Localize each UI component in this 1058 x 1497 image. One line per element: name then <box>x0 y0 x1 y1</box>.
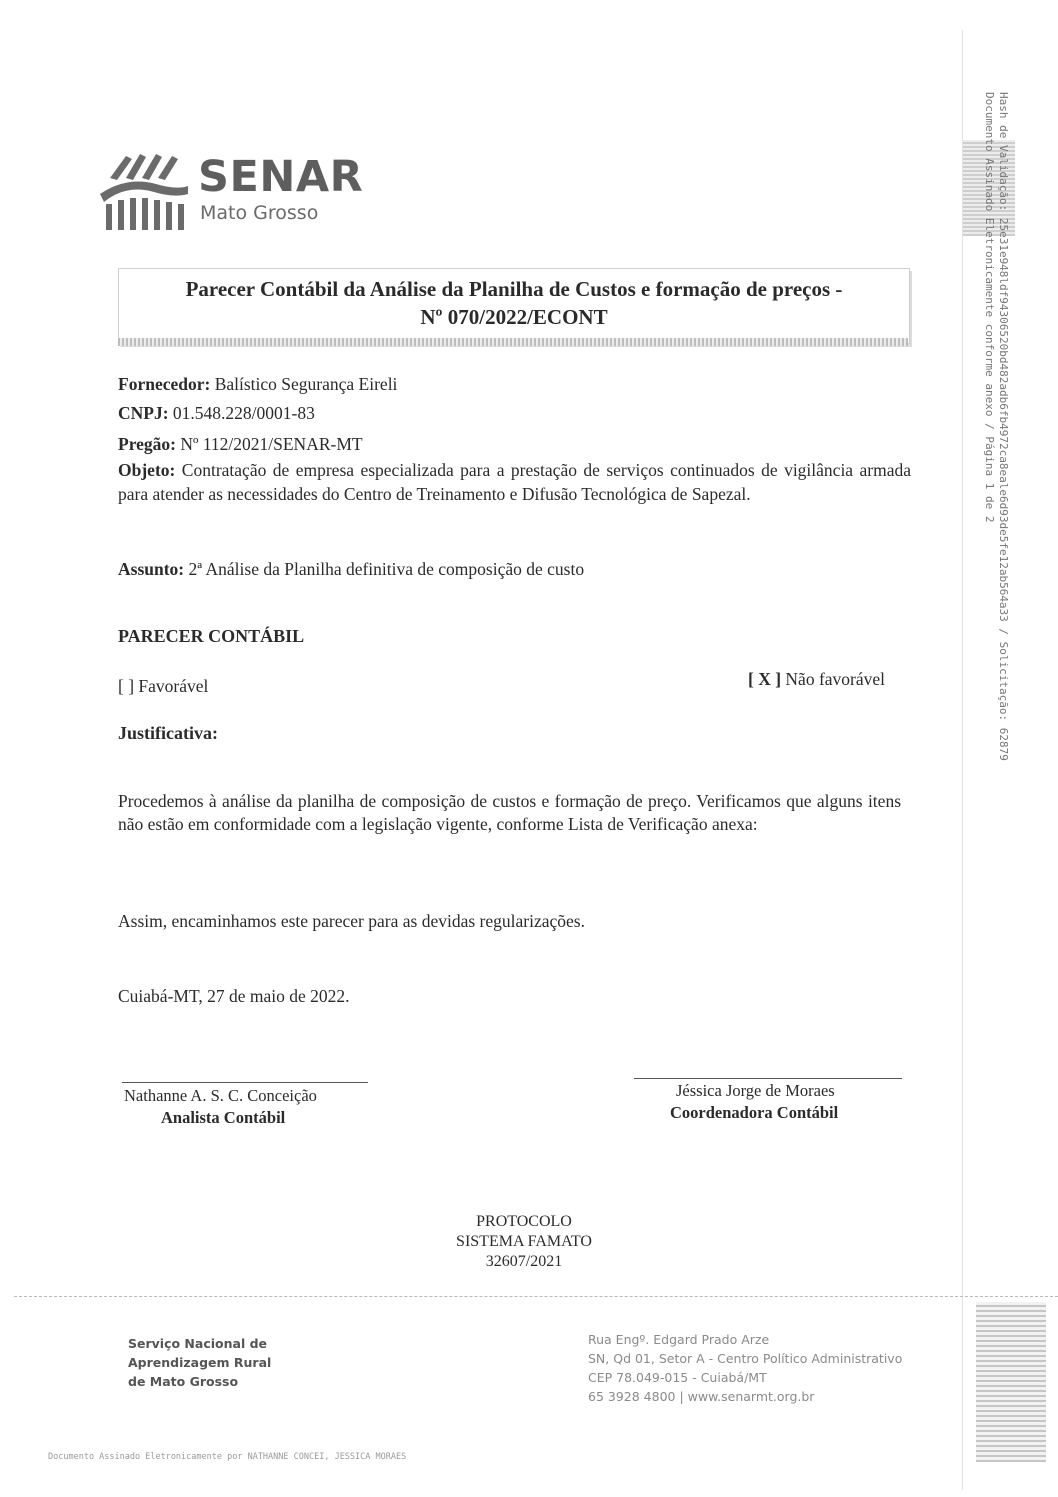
bottom-signature-stamp: Documento Assinado Eletronicamente por NATHANNE CONCEI, JESSICA MORAES <box>48 1452 407 1462</box>
option-nao-favoravel-mark: [ X ] <box>748 669 782 689</box>
footer-address <box>588 1330 938 1406</box>
logo-name: SENAR <box>198 152 364 202</box>
signature-line-right <box>634 1078 902 1079</box>
justificativa-label: Justificativa: <box>118 723 218 743</box>
pregao-field <box>118 432 363 456</box>
fornecedor-label: Fornecedor: <box>118 374 211 394</box>
scan-edge <box>962 30 963 1490</box>
protocol-line-3: 32607/2021 <box>485 1253 563 1270</box>
org-line: de Mato Grosso <box>128 1374 239 1389</box>
address-line: SN, Qd 01, Setor A - Centro Político Administrativo <box>588 1351 903 1366</box>
fornecedor-field <box>118 372 397 396</box>
signature-role-right: Coordenadora Contábil <box>670 1103 839 1122</box>
address-line: 65 3928 4800 | www.senarmt.org.br <box>588 1389 815 1404</box>
side-stamp-signed: Documento Assinado Eletronicamente conforme anexo / Página 1 de 2 <box>983 92 996 523</box>
org-line: Serviço Nacional de <box>128 1336 268 1351</box>
objeto-value: Contratação de empresa especializada para a prestação de serviços continuados de vigilância armada para atender as necessidades do Centro de Treinamento e Difusão Tecnológica de Sapezal. <box>118 460 911 504</box>
logo-subtitle: Mato Grosso <box>200 202 319 224</box>
address-line: CEP 78.049-015 - Cuiabá/MT <box>588 1370 767 1385</box>
option-nao-favoravel-label: Não favorável <box>785 669 886 689</box>
title-shade-bar <box>118 338 908 346</box>
side-validation-stamp <box>982 92 1010 1112</box>
option-nao-favoravel <box>748 669 885 690</box>
signature-name-right: Jéssica Jorge de Moraes <box>676 1081 835 1100</box>
footer-divider <box>14 1296 1058 1297</box>
assunto-value: 2ª Análise da Planilha definitiva de composição de custo <box>188 559 585 579</box>
signature-name-left: Nathanne A. S. C. Conceição <box>124 1086 317 1105</box>
side-stamp-hash: Hash de Validação: 25e31e948ldf94306520bd482adb6fb4972ca8eale6d93de5fe12ab564a33 / Solicitação: 62879 <box>997 92 1010 761</box>
title-line-1: Parecer Contábil da Análise da Planilha de Custos e formação de preços - <box>185 277 843 301</box>
protocol-line-2: SISTEMA FAMATO <box>456 1233 592 1250</box>
assunto-label: Assunto: <box>118 559 185 579</box>
signature-role-left: Analista Contábil <box>161 1108 286 1127</box>
parecer-heading: PARECER CONTÁBIL <box>118 626 305 646</box>
cnpj-label: CNPJ: <box>118 403 169 423</box>
address-line: Rua Engº. Edgard Prado Arze <box>588 1332 770 1347</box>
cnpj-value: 01.548.228/0001-83 <box>172 403 315 423</box>
senar-logo <box>96 148 366 238</box>
cnpj-field <box>118 401 315 425</box>
protocol-line-1: PROTOCOLO <box>476 1213 572 1230</box>
body-paragraph-1: Procedemos à análise da planilha de composição de custos e formação de preço. Verificamos que alguns itens não estão em conformidade com a legislação vigente, conforme Lista de Verificação anexa: <box>118 791 901 834</box>
assunto-field <box>118 557 584 581</box>
document-date: Cuiabá-MT, 27 de maio de 2022. <box>118 986 350 1006</box>
objeto-field <box>118 458 911 506</box>
protocol-block <box>400 1212 648 1272</box>
barcode-stripe <box>976 1302 1046 1462</box>
body-paragraph-2: Assim, encaminhamos este parecer para as devidas regularizações. <box>118 911 585 931</box>
pregao-value: Nº 112/2021/SENAR-MT <box>180 434 363 454</box>
option-favoravel: [ ] Favorável <box>118 676 209 696</box>
signature-line-left <box>122 1082 368 1083</box>
title-line-2: Nº 070/2022/ECONT <box>420 305 608 329</box>
pregao-label: Pregão: <box>118 434 176 454</box>
document-title <box>118 268 910 344</box>
footer-organization <box>128 1334 348 1391</box>
fornecedor-value: Balístico Segurança Eireli <box>214 374 398 394</box>
senar-emblem-icon <box>96 148 192 238</box>
objeto-label: Objeto: <box>118 460 176 480</box>
org-line: Aprendizagem Rural <box>128 1355 272 1370</box>
